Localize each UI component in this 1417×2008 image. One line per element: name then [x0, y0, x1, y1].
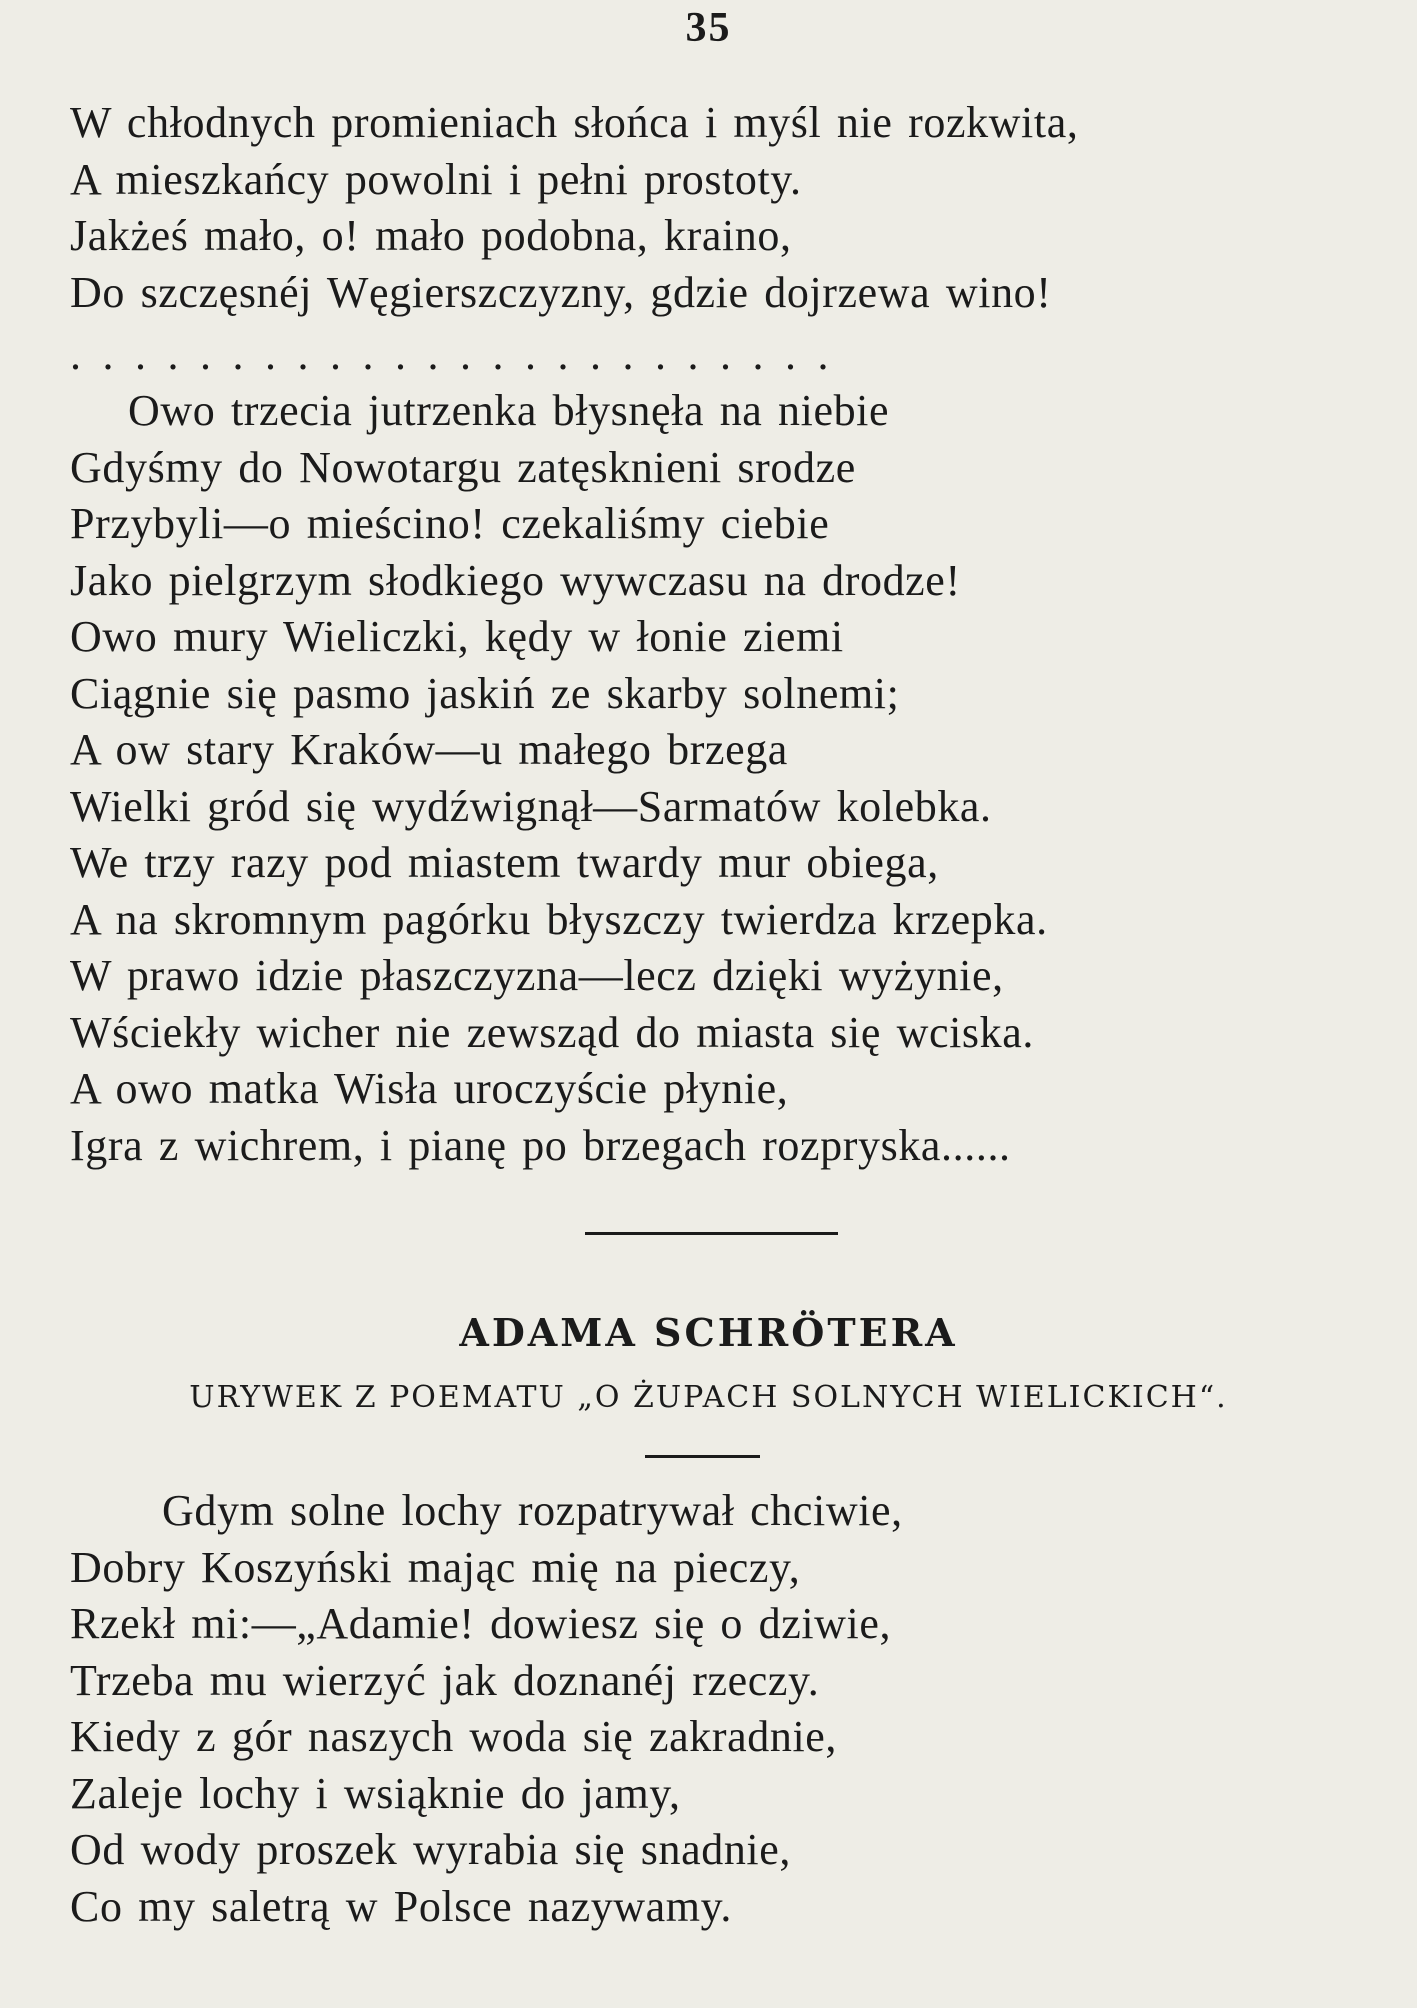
verse-line: Przybyli—o mieścino! czekaliśmy ciebie	[70, 499, 830, 548]
section-subheading: URYWEK Z POEMATU „O ŻUPACH SOLNYCH WIELICKICH“.	[189, 1380, 1228, 1415]
section-divider	[585, 1232, 838, 1235]
verse-line: W chłodnych promieniach słońca i myśl nie rozkwita,	[70, 98, 1079, 147]
verse-line: Co my saletrą w Polsce nazywamy.	[70, 1881, 732, 1931]
stanza-nowotarg	[70, 383, 1048, 1174]
verse-line: Gdym solne lochy rozpatrywał chciwie,	[162, 1486, 903, 1535]
verse-line: Od wody proszek wyrabia się snadnie,	[70, 1825, 791, 1874]
verse-line: Gdyśmy do Nowotargu zatęsknieni srodze	[70, 442, 856, 492]
verse-line: Jakżeś mało, o! mało podobna, kraino,	[70, 211, 792, 260]
verse-line: A na skromnym pagórku błyszczy twierdza krzepka.	[70, 894, 1048, 944]
verse-line: Dobry Koszyński mając mię na pieczy,	[70, 1542, 801, 1592]
verse-line: Ciągnie się pasmo jaskiń ze skarby solnemi;	[70, 668, 900, 718]
verse-line: Wściekły wicher nie zewsząd do miasta się wciska.	[70, 1007, 1034, 1057]
verse-line: We trzy razy pod miastem twardy mur obiega,	[70, 838, 939, 887]
verse-line: Zaleje lochy i wsiąknie do jamy,	[70, 1768, 681, 1818]
verse-line: Owo mury Wieliczki, kędy w łonie ziemi	[70, 612, 844, 661]
verse-line: Kiedy z gór naszych woda się zakradnie,	[70, 1712, 837, 1761]
verse-line: Rzekł mi:—„Adamie! dowiesz się o dziwie,	[70, 1599, 892, 1648]
stanza-schroter	[70, 1483, 903, 1935]
verse-line: Jako pielgrzym słodkiego wywczasu na drodze!	[70, 555, 961, 605]
ellipsis-separator: ........................	[70, 330, 850, 379]
heading-divider	[645, 1455, 760, 1458]
verse-line: A owo matka Wisła uroczyście płynie,	[70, 1064, 789, 1113]
verse-line: Igra z wichrem, i pianę po brzegach rozpryska......	[70, 1120, 1011, 1170]
verse-line: A mieszkańcy powolni i pełni prostoty.	[70, 154, 802, 204]
verse-line: Do szczęsnéj Węgierszczyzny, gdzie dojrzewa wino!	[70, 267, 1052, 317]
stanza-opening	[70, 95, 1078, 321]
verse-line: Trzeba mu wierzyć jak doznanéj rzeczy.	[70, 1655, 820, 1705]
section-heading: ADAMA SCHRÖTERA	[459, 1310, 958, 1355]
verse-line: A ow stary Kraków—u małego brzega	[70, 725, 788, 774]
verse-line: Wielki gród się wydźwignął—Sarmatów kolebka.	[70, 781, 992, 831]
verse-line: Owo trzecia jutrzenka błysnęła na niebie	[128, 386, 890, 435]
verse-line: W prawo idzie płaszczyzna—lecz dzięki wyżynie,	[70, 951, 1004, 1000]
page-number: 35	[685, 5, 732, 51]
